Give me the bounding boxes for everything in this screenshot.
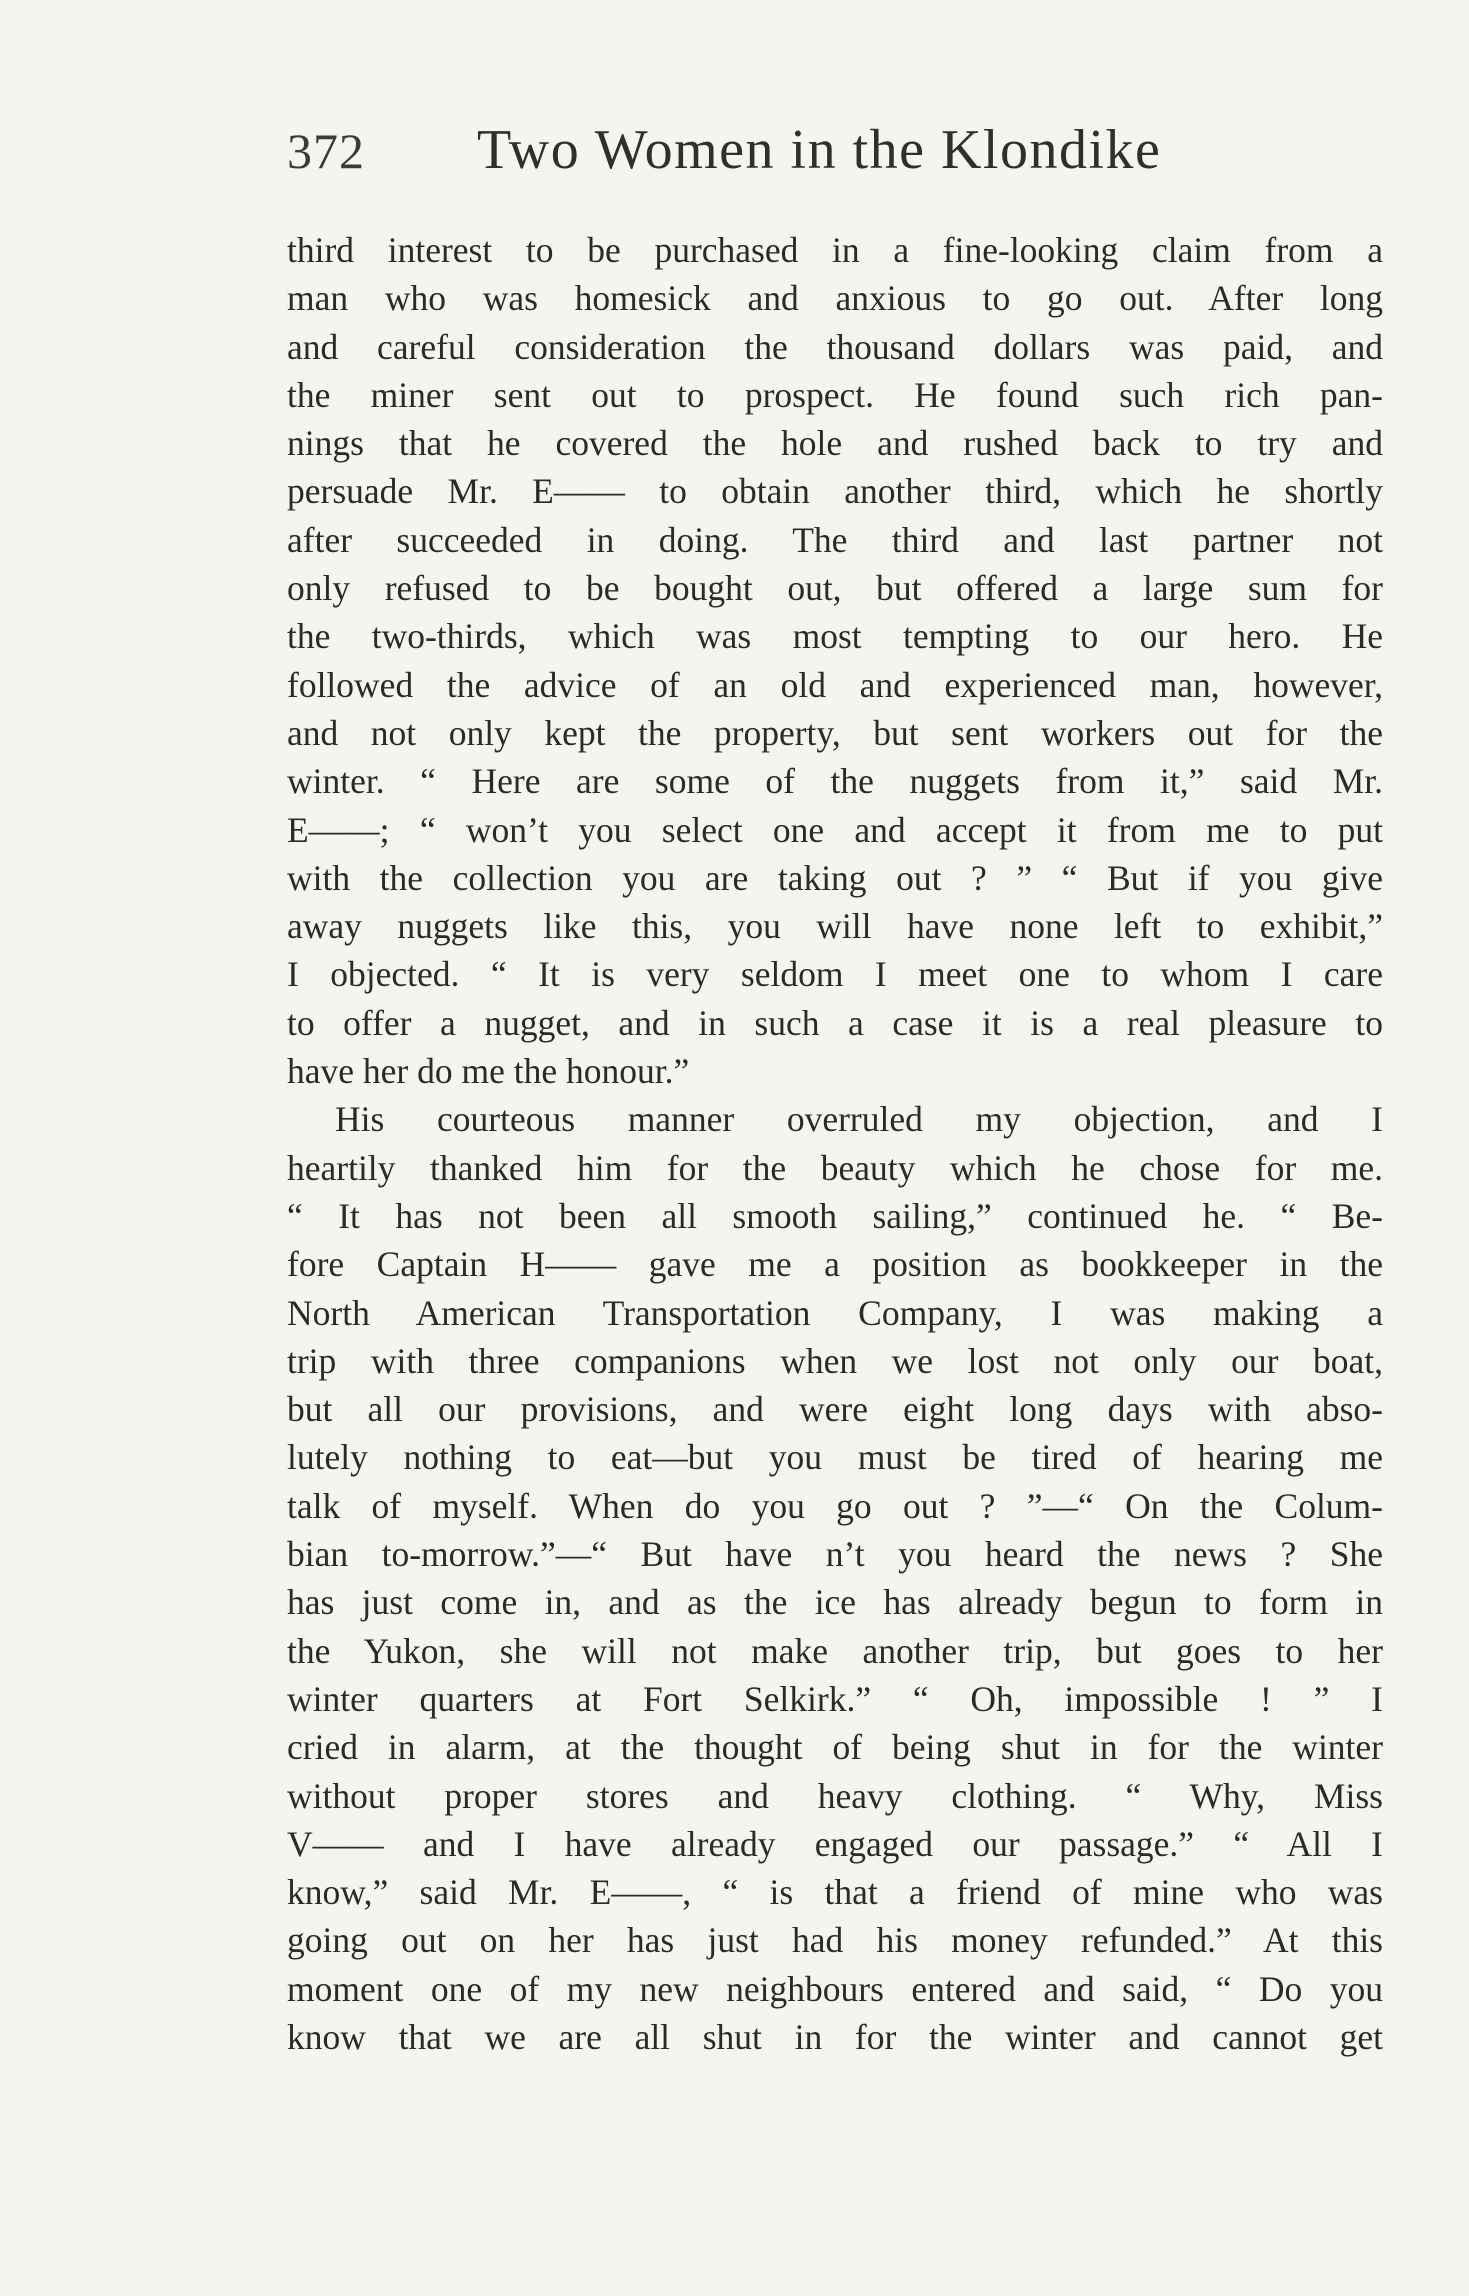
text-line: cried in alarm, at the thought of being shut in for the winter — [287, 1727, 1383, 1768]
text-line: away nuggets like this, you will have none left to exhibit,” — [287, 906, 1383, 947]
text-line: persuade Mr. E—— to obtain another third, which he shortly — [287, 471, 1383, 512]
running-head — [287, 118, 1387, 188]
text-line: E——; “ won’t you select one and accept it from me to put — [287, 809, 1383, 850]
text-line: I objected. “ It is very seldom I meet one to whom I care — [287, 954, 1383, 995]
text-line: “ It has not been all smooth sailing,” continued he. “ Be- — [287, 1195, 1383, 1236]
text-line: fore Captain H—— gave me a position as bookkeeper in the — [287, 1244, 1383, 1285]
text-line: and not only kept the property, but sent workers out for the — [287, 712, 1383, 753]
text-line: followed the advice of an old and experienced man, however, — [287, 664, 1383, 705]
text-line: but all our provisions, and were eight long days with abso- — [287, 1389, 1383, 1430]
text-line: V—— and I have already engaged our passage.” “ All I — [287, 1823, 1383, 1864]
text-line: the two-thirds, which was most tempting to our hero. He — [287, 616, 1383, 657]
text-line: has just come in, and as the ice has already begun to form in — [287, 1582, 1383, 1623]
text-line: moment one of my new neighbours entered and said, “ Do you — [287, 1968, 1383, 2009]
text-line: after succeeded in doing. The third and last partner not — [287, 519, 1383, 560]
text-line: only refused to be bought out, but offered a large sum for — [287, 568, 1383, 609]
text-line: heartily thanked him for the beauty which he chose for me. — [287, 1147, 1383, 1188]
text-line: have her do me the honour.” — [287, 1051, 690, 1092]
text-line: nings that he covered the hole and rushed back to try and — [287, 423, 1383, 464]
body-text — [287, 226, 1383, 2061]
text-line: North American Transportation Company, I was making a — [287, 1292, 1383, 1333]
text-line: going out on her has just had his money refunded.” At this — [287, 1920, 1383, 1961]
text-line: winter. “ Here are some of the nuggets from it,” said Mr. — [287, 761, 1383, 802]
text-line: to offer a nugget, and in such a case it is a real pleasure to — [287, 1002, 1383, 1043]
text-line: and careful consideration the thousand dollars was paid, and — [287, 326, 1383, 367]
text-line: know that we are all shut in for the winter and cannot get — [287, 2016, 1383, 2057]
text-line: third interest to be purchased in a fine-looking claim from a — [287, 230, 1383, 270]
text-line: trip with three companions when we lost not only our boat, — [287, 1340, 1383, 1381]
paragraph-start-line: His courteous manner overruled my objection, and I — [335, 1099, 1383, 1140]
text-line: with the collection you are taking out ? ” “ But if you give — [287, 857, 1383, 898]
text-line: lutely nothing to eat—but you must be tired of hearing me — [287, 1437, 1383, 1478]
text-line: bian to-morrow.”—“ But have n’t you heard the news ? She — [287, 1534, 1383, 1575]
text-line: winter quarters at Fort Selkirk.” “ Oh, impossible ! ” I — [287, 1678, 1383, 1719]
text-line: know,” said Mr. E——, “ is that a friend of mine who was — [287, 1872, 1383, 1913]
page-number: 372 — [287, 123, 365, 179]
text-line: the Yukon, she will not make another trip, but goes to her — [287, 1630, 1383, 1671]
text-line: talk of myself. When do you go out ? ”—“ On the Colum- — [287, 1485, 1383, 1526]
book-title: Two Women in the Klondike — [477, 119, 1162, 181]
text-line: man who was homesick and anxious to go out. After long — [287, 278, 1383, 319]
text-line: without proper stores and heavy clothing. “ Why, Miss — [287, 1775, 1383, 1816]
text-line: the miner sent out to prospect. He found such rich pan- — [287, 374, 1383, 415]
